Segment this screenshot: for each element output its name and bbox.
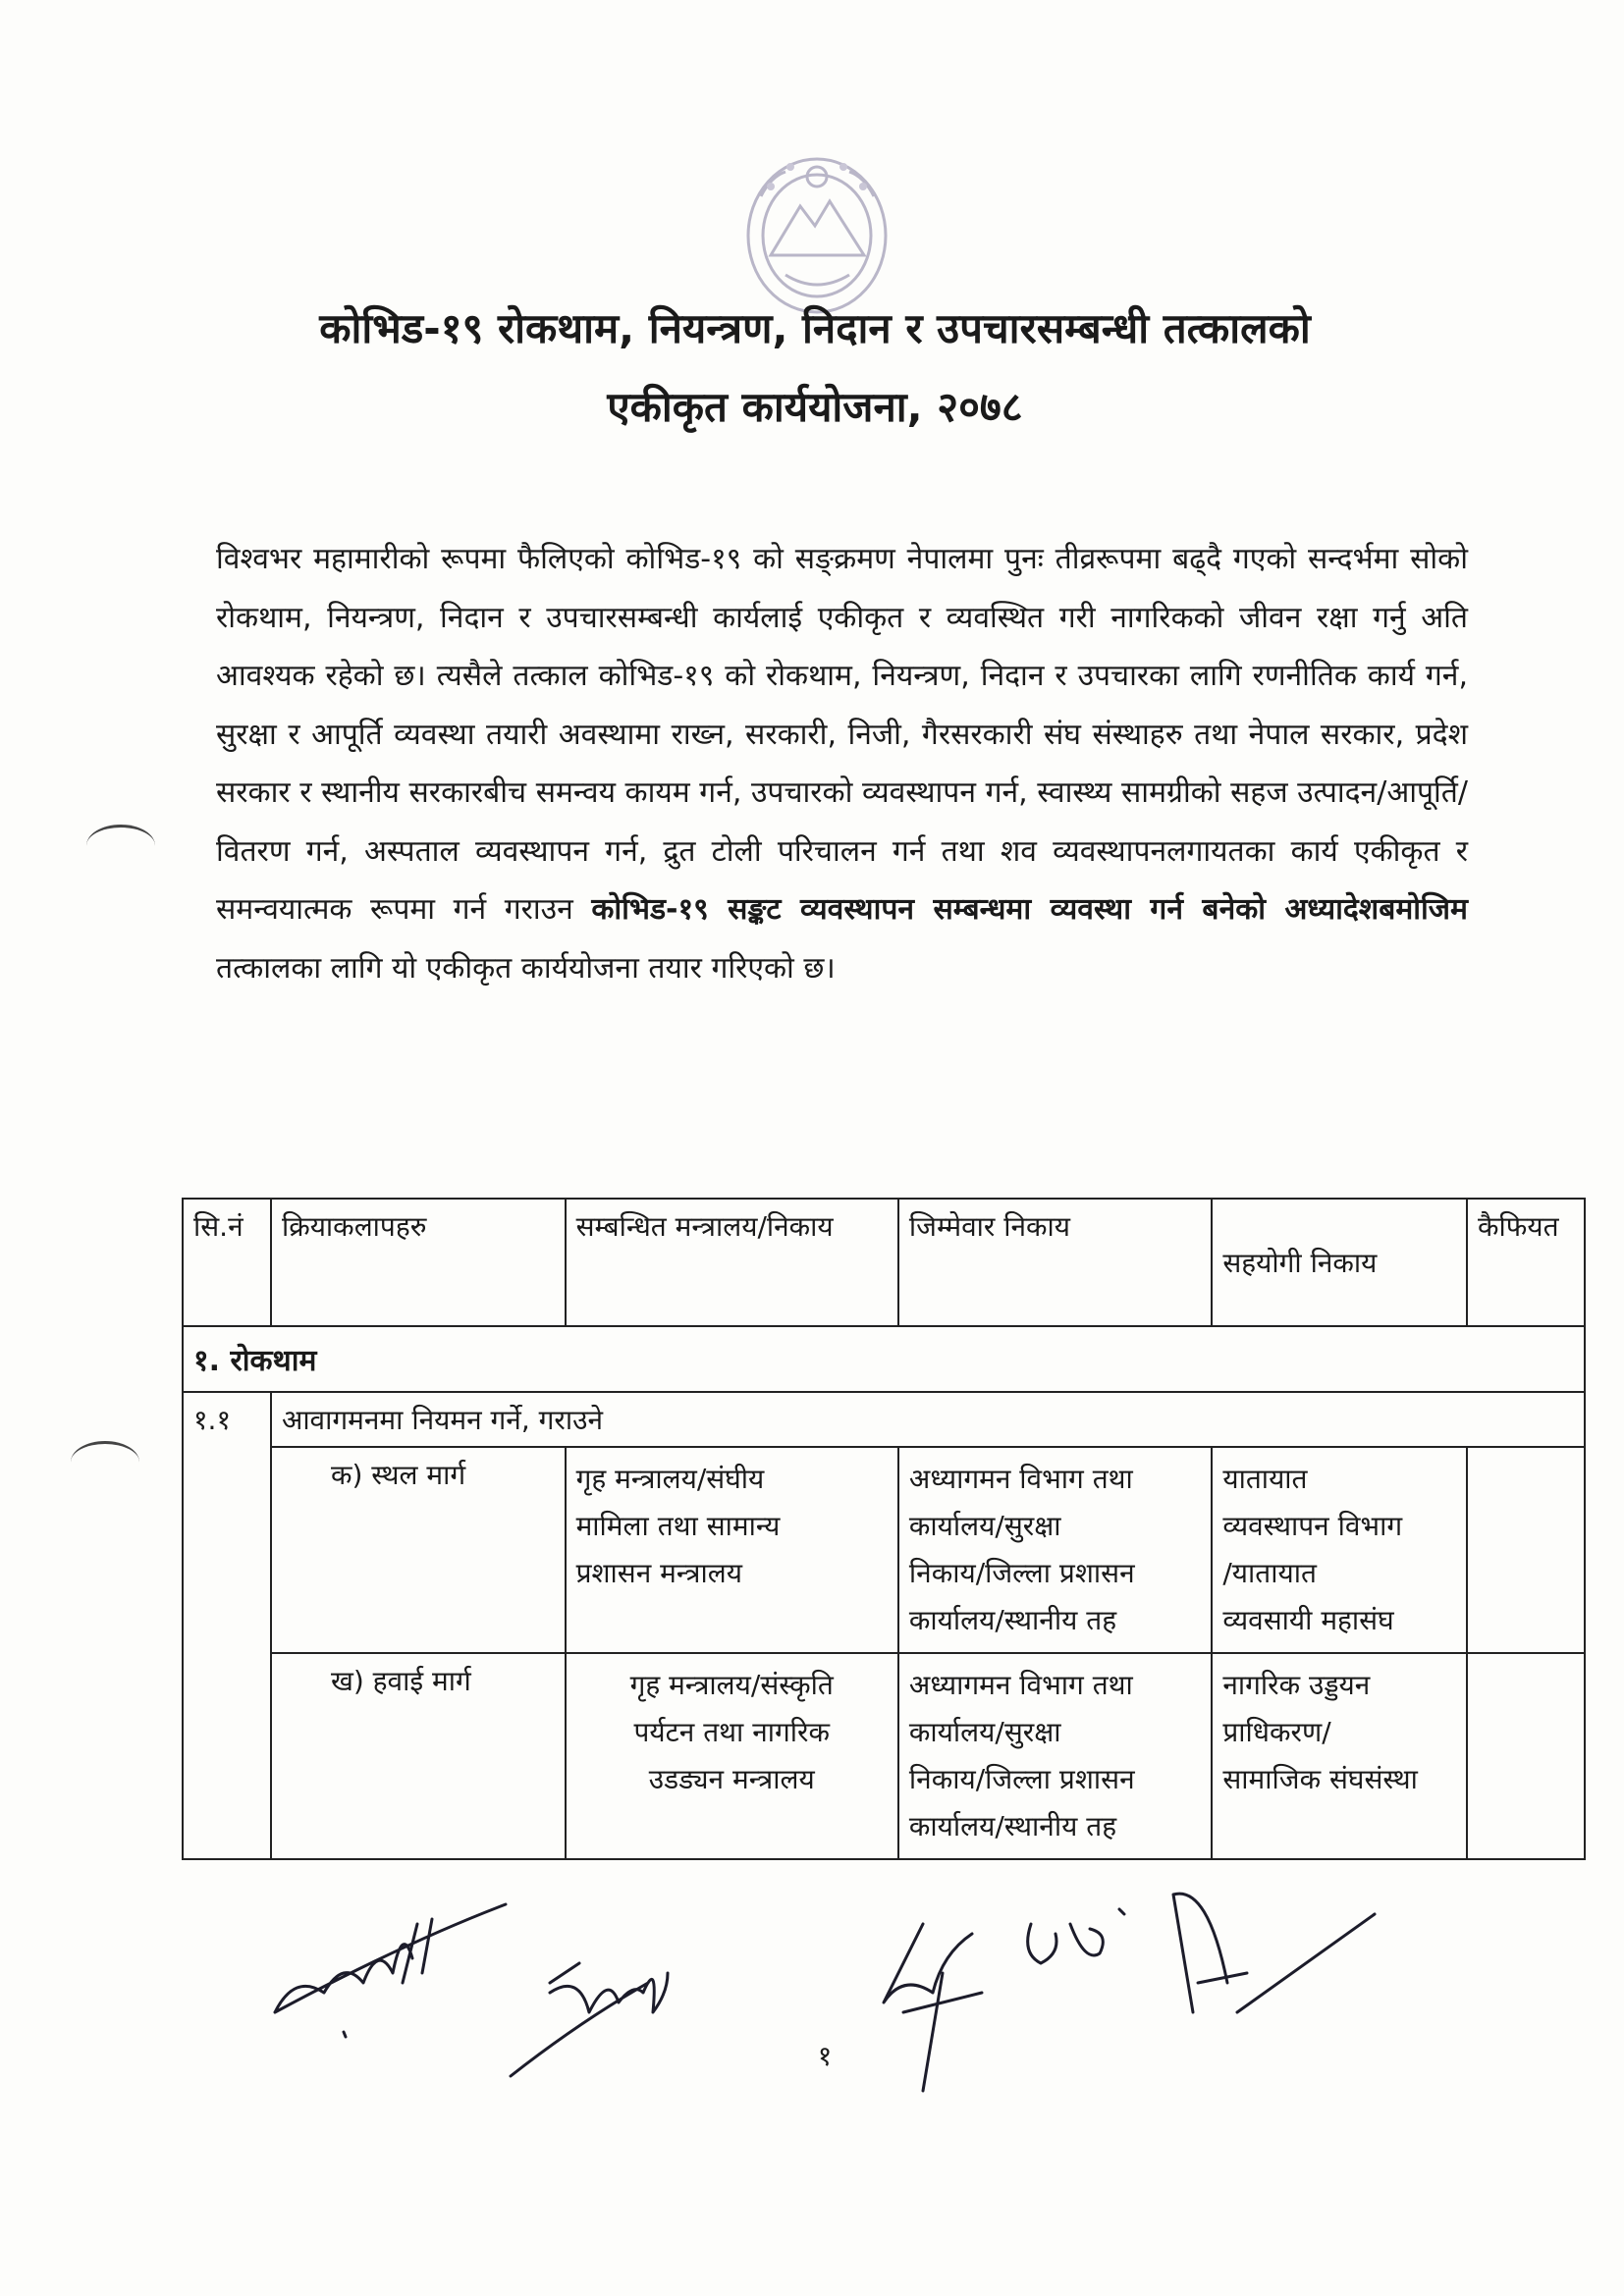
cell-line: कार्यालय/स्थानीय तह (908, 1604, 1117, 1636)
cell-line: अध्यागमन विभाग तथा (908, 1463, 1133, 1495)
signature-3 (884, 1924, 982, 2091)
header-responsible: जिम्मेवार निकाय (898, 1199, 1212, 1326)
responsible-cell (898, 1653, 1212, 1859)
cell-line: निकाय/जिल्ला प्रशासन (908, 1557, 1135, 1589)
signature-5 (1173, 1894, 1375, 2012)
cell-line: व्यवस्थापन विभाग (1222, 1510, 1403, 1542)
item-number: १.१ (183, 1392, 271, 1859)
intro-bold-text: कोभिड-१९ सङ्कट व्यवस्थापन सम्बन्धमा व्यवस्था गर्न बनेको अध्यादेशबमोजिम (591, 892, 1469, 927)
cell-line: पर्यटन तथा नागरिक (633, 1716, 830, 1748)
intro-paragraph (216, 530, 1468, 997)
cell-line: गृह मन्त्रालय/संस्कृति (629, 1669, 834, 1701)
item-title: आवागमनमा नियमन गर्ने, गराउने (271, 1392, 1585, 1447)
table-row (183, 1447, 1585, 1653)
support-cell (1212, 1447, 1467, 1653)
section-row (183, 1326, 1585, 1392)
cell-line: कार्यालय/स्थानीय तह (908, 1810, 1117, 1842)
cell-line: प्राधिकरण/ (1222, 1716, 1331, 1748)
punch-hole-top (86, 825, 155, 867)
cell-line: कार्यालय/सुरक्षा (908, 1510, 1061, 1542)
cell-line: व्यवसायी महासंघ (1222, 1604, 1394, 1636)
header-ministry: सम्बन्धित मन्त्रालय/निकाय (566, 1199, 898, 1326)
responsible-cell (898, 1447, 1212, 1653)
cell-line: मामिला तथा सामान्य (575, 1510, 781, 1542)
signature-2 (511, 1963, 668, 2076)
cell-line: उडड्यन मन्त्रालय (648, 1763, 815, 1795)
header-remarks: कैफियत (1467, 1199, 1585, 1326)
cell-line: कार्यालय/सुरक्षा (908, 1716, 1061, 1748)
remarks-cell (1467, 1653, 1585, 1859)
cell-line: यातायात (1222, 1463, 1308, 1495)
title-line-1: कोभिड-१९ रोकथाम, नियन्त्रण, निदान र उपचारसम्बन्धी तत्कालको (319, 304, 1311, 352)
activity-cell: ख) हवाई मार्ग (271, 1653, 566, 1859)
table-header-row (183, 1199, 1585, 1326)
signatures-area (255, 1865, 1414, 2120)
punch-hole-bottom (71, 1441, 139, 1483)
item-row (183, 1392, 1585, 1447)
intro-text: विश्वभर महामारीको रूपमा फैलिएको कोभिड-१९ को सङ्क्रमण नेपालमा पुनः तीव्ररूपमा बढ्दै गएको सन्दर्भमा सोको रोकथाम, नियन्त्रण, निदान र उपचारसम्बन्धी कार्यलाई एकीकृत र व्यवस्थित गरी नागरिकको जीवन रक्षा गर्नु अति आवश्यक रहेको छ। त्यसैले तत्काल कोभिड-१९ को रोकथाम, नियन्त्रण, निदान र उपचारका लागि रणनीतिक कार्य गर्न, सुरक्षा र आपूर्ति व्यवस्था तयारी अवस्थामा राख्न, सरकारी, निजी, गैरसरकारी संघ संस्थाहरु तथा नेपाल सरकार, प्रदेश सरकार र स्थानीय सरकारबीच समन्वय कायम गर्न, उपचारको व्यवस्थापन गर्न, स्वास्थ्य सामग्रीको सहज उत्पादन/आपूर्ति/वितरण गर्न, अस्पताल व्यवस्थापन गर्न, द्रुत टोली परिचालन गर्न तथा शव व्यवस्थापनलगायतका कार्य एकीकृत र समन्वयात्मक रूपमा गर्न गराउन (216, 542, 1468, 927)
header-activities: क्रियाकलापहरु (271, 1199, 566, 1326)
cell-line: /यातायात (1222, 1557, 1317, 1589)
title-line-2: एकीकृत कार्ययोजना, २०७८ (607, 383, 1023, 431)
signature-1 (275, 1904, 506, 2037)
remarks-cell (1467, 1447, 1585, 1653)
table-row (183, 1653, 1585, 1859)
header-serial: सि.नं (183, 1199, 271, 1326)
cell-line: नागरिक उड्डयन (1222, 1669, 1371, 1701)
ministry-cell (566, 1447, 898, 1653)
header-support: सहयोगी निकाय (1212, 1199, 1467, 1326)
page-number: १ (817, 2040, 833, 2072)
document-title (177, 290, 1453, 447)
cell-line: प्रशासन मन्त्रालय (575, 1557, 742, 1589)
support-cell (1212, 1653, 1467, 1859)
cell-line: गृह मन्त्रालय/संघीय (575, 1463, 765, 1495)
cell-line: अध्यागमन विभाग तथा (908, 1669, 1133, 1701)
section-title: १. रोकथाम (183, 1326, 1585, 1392)
signature-4 (1028, 1909, 1124, 1963)
cell-line: सामाजिक संघसंस्था (1222, 1763, 1418, 1795)
action-plan-table (182, 1198, 1586, 1860)
intro-tail: तत्कालका लागि यो एकीकृत कार्ययोजना तयार गरिएको छ। (216, 950, 836, 986)
activity-cell: क) स्थल मार्ग (271, 1447, 566, 1653)
cell-line: निकाय/जिल्ला प्रशासन (908, 1763, 1135, 1795)
ministry-cell (566, 1653, 898, 1859)
